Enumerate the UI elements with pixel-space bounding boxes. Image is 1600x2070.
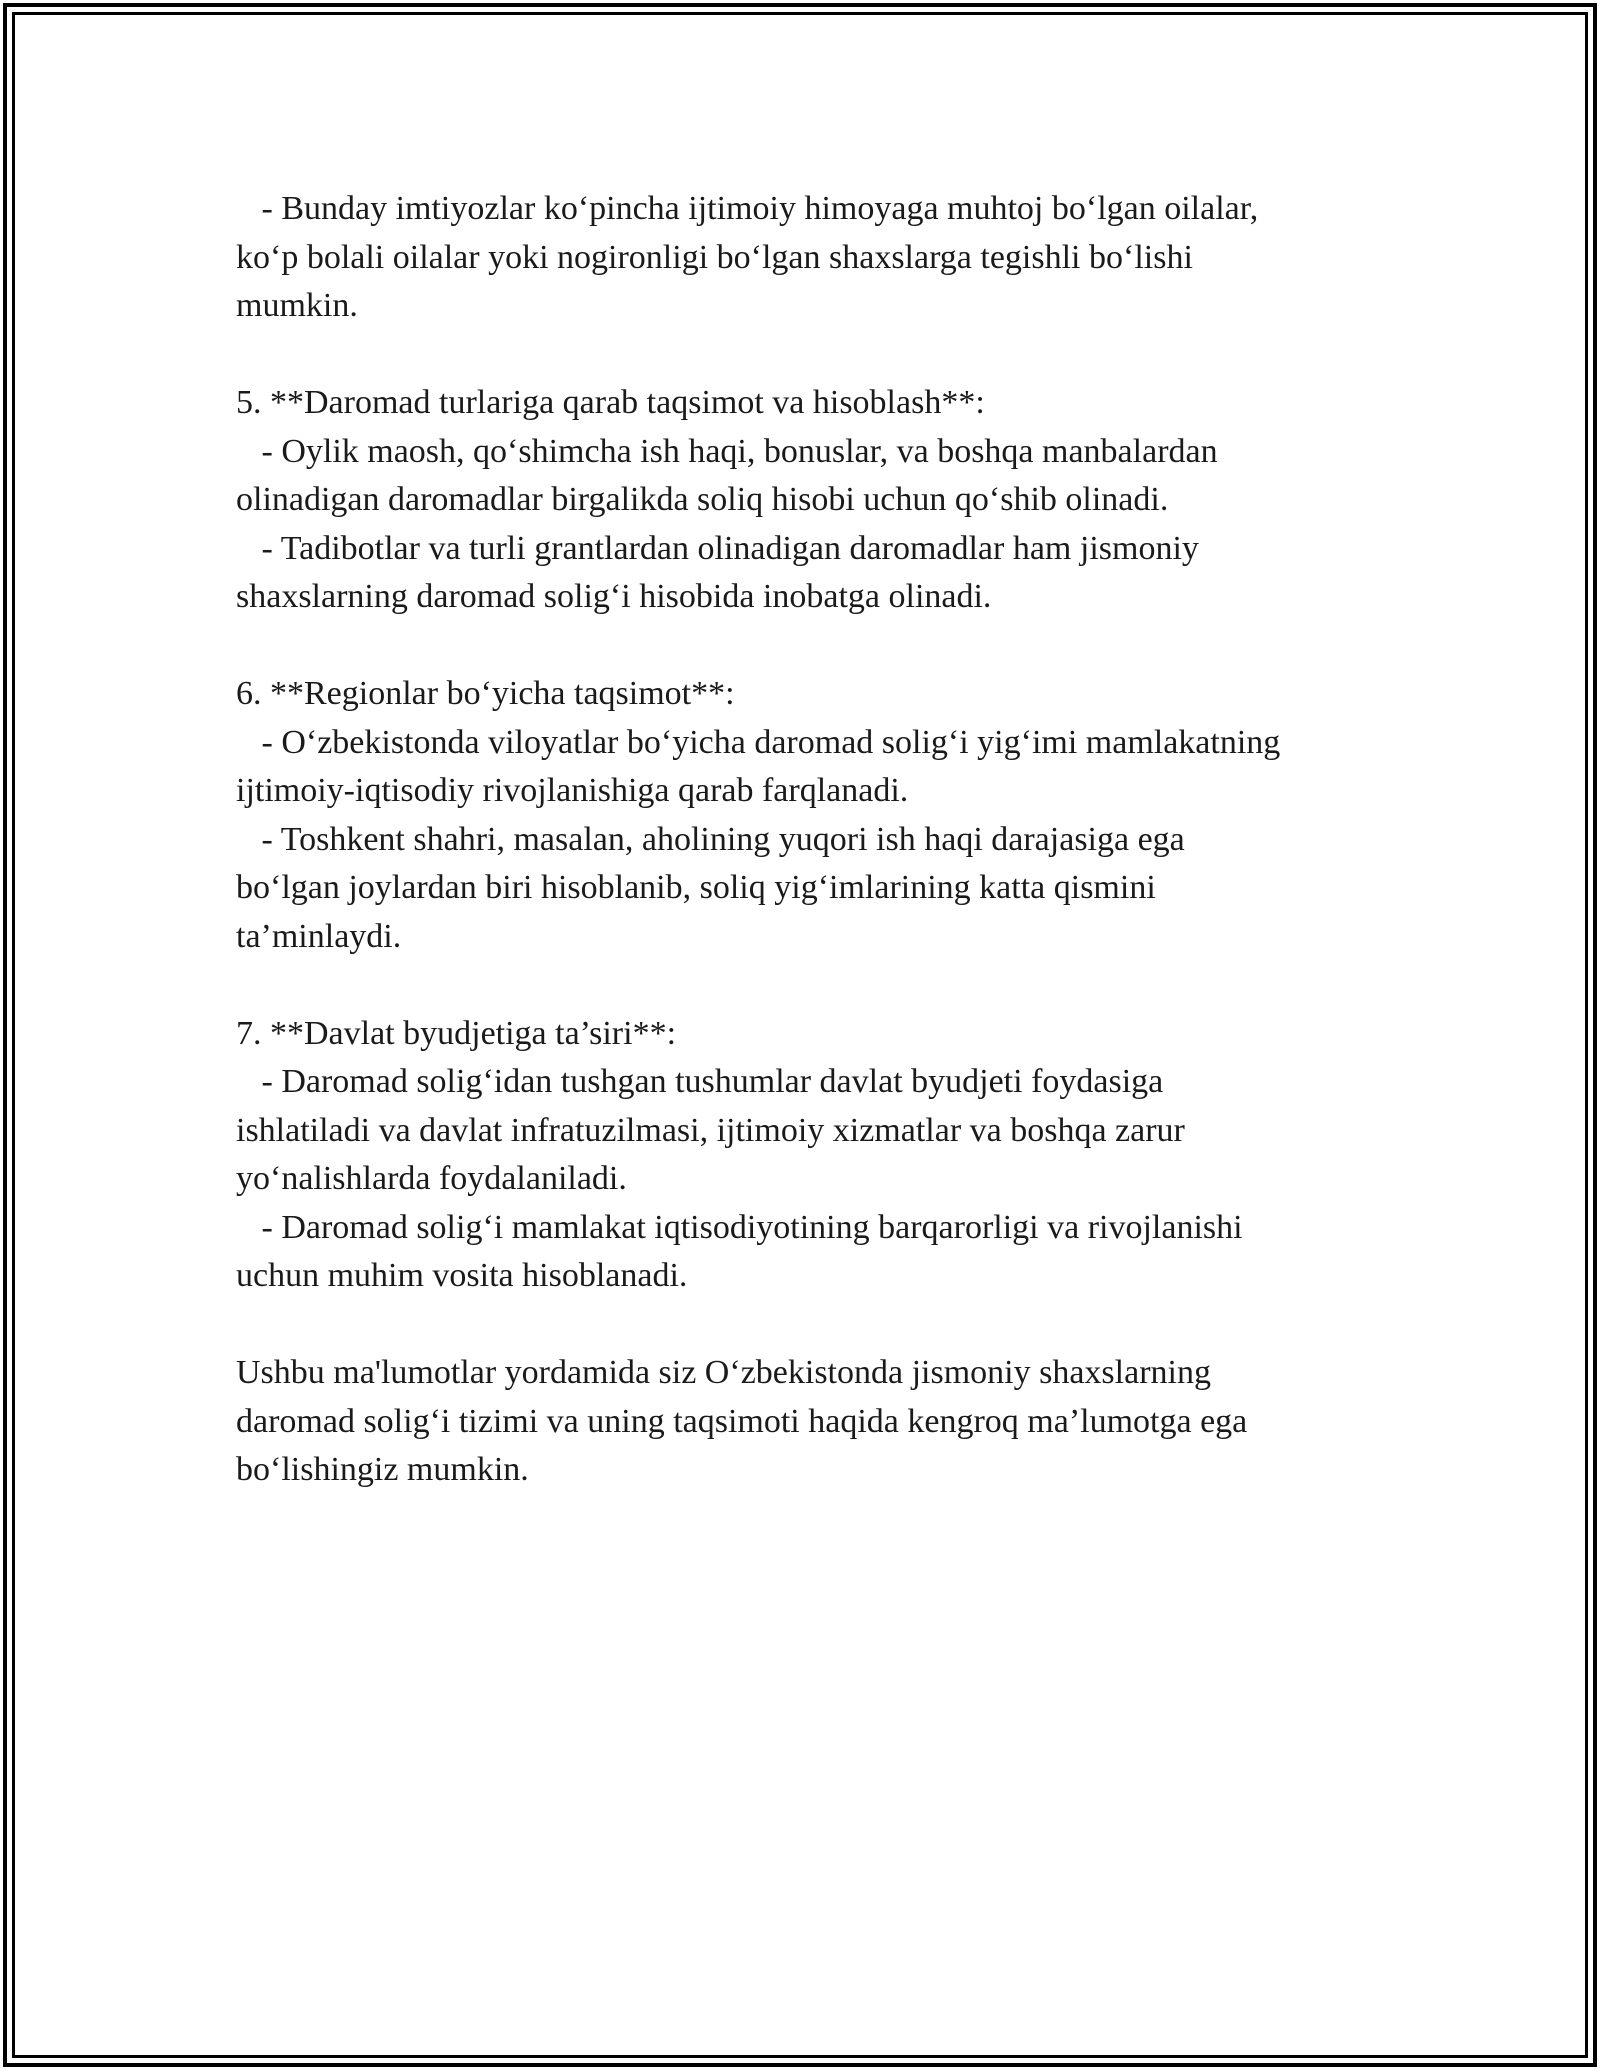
- text-line: ta’minlaydi.: [236, 917, 402, 955]
- text-line: uchun muhim vosita hisoblanadi.: [236, 1257, 688, 1294]
- text-line: - Bunday imtiyozlar ko‘pincha ijtimoiy himoyaga muhtoj bo‘lgan oilalar,: [236, 190, 1259, 227]
- text-line: - Daromad solig‘i mamlakat iqtisodiyotining barqarorligi va rivojlanishi: [236, 1208, 1243, 1246]
- paragraph-spacer: [236, 622, 1386, 671]
- text-line: bo‘lishingiz mumkin.: [236, 1451, 529, 1488]
- text-line: ko‘p bolali oilalar yoki nogironligi bo‘lgan shaxslarga tegishli bo‘lishi: [236, 238, 1193, 276]
- section-heading: 7. **Davlat byudjetiga ta’siri**:: [236, 1014, 677, 1052]
- text-line: - Oylik maosh, qo‘shimcha ish haqi, bonuslar, va boshqa manbalardan: [236, 432, 1218, 470]
- section-7-budget-impact: [236, 1010, 1386, 1301]
- text-line: bo‘lgan joylardan biri hisoblanib, soliq yig‘imlarining katta qismini: [236, 869, 1156, 906]
- section-heading: 6. **Regionlar bo‘yicha taqsimot**:: [236, 675, 735, 712]
- paragraph-spacer: [236, 961, 1386, 1010]
- paragraph-spacer: [236, 1301, 1386, 1350]
- paragraph-conclusion: [236, 1349, 1386, 1495]
- paragraph-benefits-continuation: [236, 185, 1386, 331]
- text-line: olinadigan daromadlar birgalikda soliq hisobi uchun qo‘shib olinadi.: [236, 481, 1169, 518]
- section-6-regions: [236, 670, 1386, 961]
- text-line: shaxslarning daromad solig‘i hisobida inobatga olinadi.: [236, 578, 992, 615]
- text-line: Ushbu ma'lumotlar yordamida siz O‘zbekistonda jismoniy shaxslarning: [236, 1354, 1211, 1391]
- text-line: - O‘zbekistonda viloyatlar bo‘yicha daromad solig‘i yig‘imi mamlakatning: [236, 723, 1281, 761]
- text-line: ishlatiladi va davlat infratuzilmasi, ijtimoiy xizmatlar va boshqa zarur: [236, 1111, 1185, 1149]
- text-line: mumkin.: [236, 287, 358, 324]
- document-body: [236, 185, 1386, 1495]
- text-line: ijtimoiy-iqtisodiy rivojlanishiga qarab farqlanadi.: [236, 772, 909, 809]
- text-line: daromad solig‘i tizimi va uning taqsimoti haqida kengroq ma’lumotga ega: [236, 1402, 1248, 1440]
- section-heading: 5. **Daromad turlariga qarab taqsimot va hisoblash**:: [236, 384, 985, 421]
- text-line: yo‘nalishlarda foydalaniladi.: [236, 1160, 627, 1197]
- text-line: - Tadibotlar va turli grantlardan olinadigan daromadlar ham jismoniy: [236, 529, 1199, 567]
- paragraph-spacer: [236, 331, 1386, 380]
- text-line: - Daromad solig‘idan tushgan tushumlar davlat byudjeti foydasiga: [236, 1063, 1164, 1100]
- section-5-income-types: [236, 379, 1386, 622]
- text-line: - Toshkent shahri, masalan, aholining yuqori ish haqi darajasiga ega: [236, 820, 1185, 858]
